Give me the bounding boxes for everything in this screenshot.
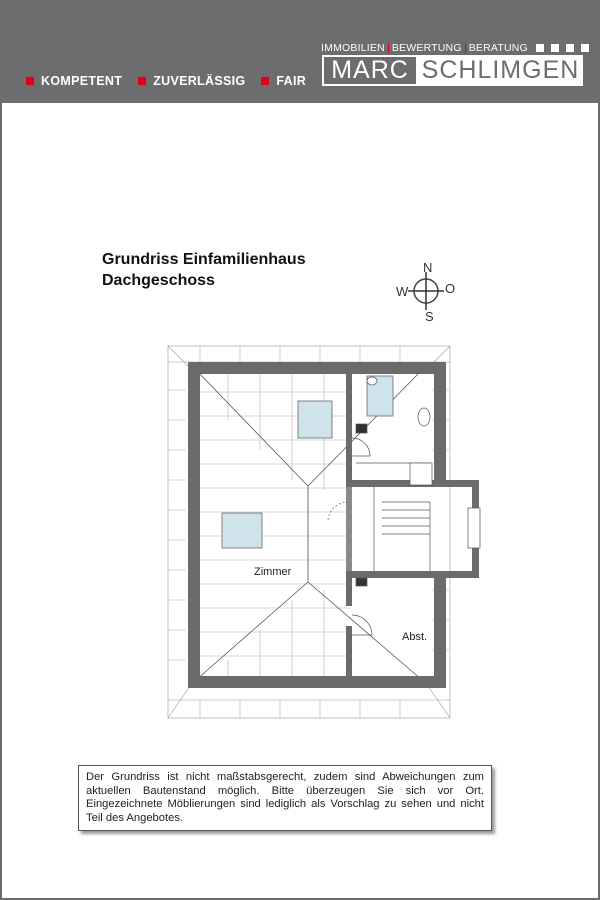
service-separator [465,43,466,53]
service-label: BERATUNG [468,42,528,54]
company-logo [322,55,583,86]
disclaimer-text: Der Grundriss ist nicht maßstabsgerecht, zudem sind Abweichungen zum aktuellen Bautenstand möglich. Bitte überzeugen Sie sich vor Ort. Eingezeichnete Möblierungen sind lediglich als Vorschlag zu sehen und nicht Teil des Angebotes. [86,771,484,824]
slogan-item [26,74,122,88]
title-line-2: Dachgeschoss [102,272,215,289]
title-line-1: Grundriss Einfamilienhaus [102,251,306,268]
decorative-squares [536,44,589,52]
slogan-text: FAIR [276,74,307,88]
slogan-text: KOMPETENT [41,74,123,88]
compass-icon [392,258,464,328]
bullet-square-icon [138,77,146,85]
compass-south-label: S [425,309,434,324]
service-label: IMMOBILIEN [321,42,385,54]
square-icon [581,44,589,52]
compass-east-label: O [445,281,456,296]
square-icon [566,44,574,52]
slogan-item [138,74,245,88]
floorplan-title [102,249,306,291]
compass-north-label: N [423,260,433,275]
square-icon [551,44,559,52]
compass-west-label: W [396,284,409,299]
logo-part-last: SCHLIMGEN [418,55,583,86]
logo-part-first: MARC [322,55,418,86]
bullet-square-icon [261,77,269,85]
slogan-item [261,74,306,88]
service-separator [388,43,389,53]
header-bar [0,0,600,103]
slogan-text: ZUVERLÄSSIG [153,74,246,88]
bullet-square-icon [26,77,34,85]
floorplan-drawing [160,340,490,730]
square-icon [536,44,544,52]
slogan-list [26,74,322,88]
disclaimer-box [78,765,492,831]
service-label: BEWERTUNG [391,42,462,54]
room-label-abstellraum: Abst. [402,631,428,643]
services-line [321,42,589,54]
room-label-zimmer: Zimmer [254,566,292,578]
